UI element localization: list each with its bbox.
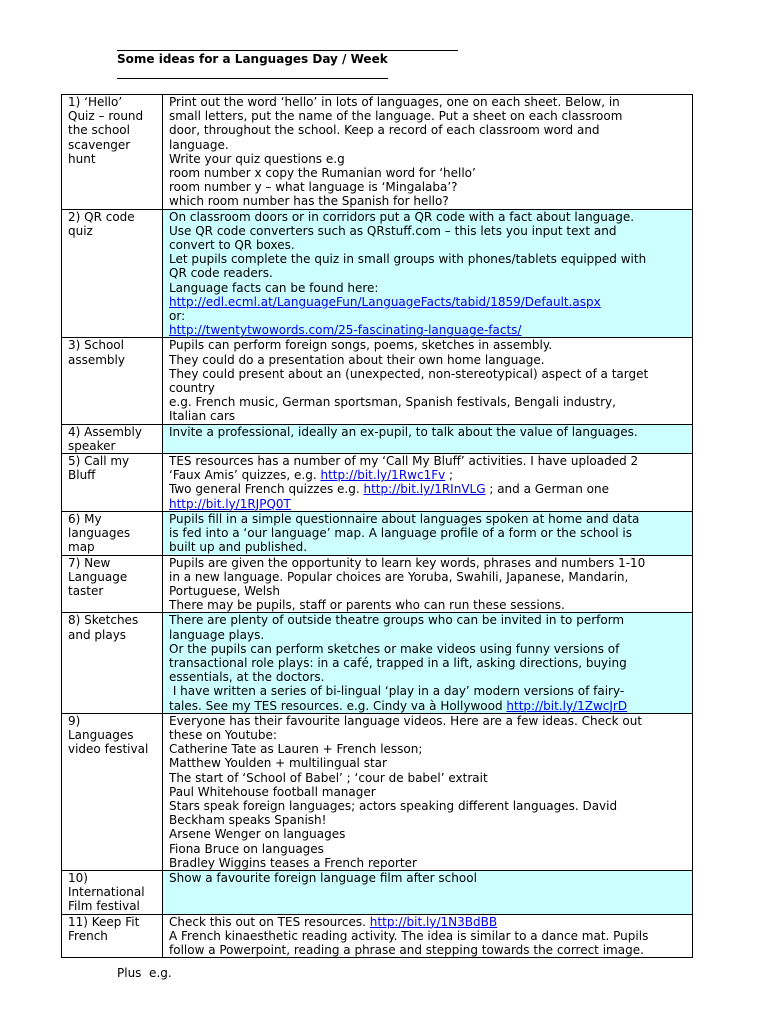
row-description: Show a favourite foreign language film after school [163, 870, 693, 914]
french-quiz-link[interactable]: http://bit.ly/1RInVLG [363, 482, 486, 497]
ideas-table [61, 94, 693, 958]
table-row [62, 713, 693, 870]
row-description: Check this out on TES resources. http://bit.ly/1N3BdBB A French kinaesthetic reading activity. The idea is similar to a dance mat. Pupils follow a Powerpoint, reading a phrase and stepping towards the correct image. [163, 914, 693, 958]
row-label: 2) QR code quiz [62, 209, 163, 338]
table-row [62, 555, 693, 613]
table-row [62, 95, 693, 210]
row-description: Pupils can perform foreign songs, poems, sketches in assembly. They could do a presentation about their own home language. They could present about an (unexpected, non-stereotypical) aspect of a target country e.g. French music, German sportsman, Spanish festivals, Bengali industry, Italian cars [163, 338, 693, 424]
row-label: 10) International Film festival [62, 870, 163, 914]
row-label: 5) Call my Bluff [62, 454, 163, 512]
table-row [62, 338, 693, 424]
row-label: 8) Sketches and plays [62, 613, 163, 713]
table-row [62, 454, 693, 512]
row-description: Print out the word ‘hello’ in lots of languages, one on each sheet. Below, in small letters, put the name of the language. Put a sheet on each classroom door, throughout the school. Keep a record of each classroom word and language. Write your quiz questions e.g room number x copy the Rumanian word for ‘hello’ room number y – what language is ‘Mingalaba’? which room number has the Spanish for hello? [163, 95, 693, 210]
table-row [62, 870, 693, 914]
row-description: Everyone has their favourite language videos. Here are a few ideas. Check out these on Youtube: Catherine Tate as Lauren + French lesson; Matthew Youlden + multilingual star The start of ‘School of Babel’ ; ‘cour de babel’ extrait Paul Whitehouse football manager Stars speak foreign languages; actors speaking different languages. David Beckham speaks Spanish! Arsene Wenger on languages Fiona Bruce on languages Bradley Wiggins teases a French reporter [163, 713, 693, 870]
german-quiz-link[interactable]: http://bit.ly/1RJPQ0T [169, 496, 291, 511]
table-row [62, 914, 693, 958]
row-label: 7) New Language taster [62, 555, 163, 613]
row-description: Pupils are given the opportunity to learn key words, phrases and numbers 1-10 in a new language. Popular choices are Yoruba, Swahili, Japanese, Mandarin, Portuguese, Welsh There may be pupils, staff or parents who can run these sessions. [163, 555, 693, 613]
table-row [62, 424, 693, 453]
row-label: 1) ‘Hello’ Quiz – round the school scavenger hunt [62, 95, 163, 210]
table-row [62, 613, 693, 713]
faux-amis-link[interactable]: http://bit.ly/1Rwc1Fv [320, 468, 446, 483]
row-description: TES resources has a number of my ‘Call My Bluff’ activities. I have uploaded 2 ‘Faux Amis’ quizzes, e.g. http://bit.ly/1Rwc1Fv ; Two general French quizzes e.g. http://bit.ly/1RInVLG ; and a German one http://bit.ly/1RJPQ0T [163, 454, 693, 512]
row-label: 9) Languages video festival [62, 713, 163, 870]
cindy-hollywood-link[interactable]: http://bit.ly/1ZwcJrD [506, 698, 628, 713]
plus-note: Plus e.g. [117, 966, 172, 980]
row-label: 6) My languages map [62, 511, 163, 555]
language-facts-link[interactable]: http://edl.ecml.at/LanguageFun/LanguageFacts/tabid/1859/Default.aspx [169, 294, 601, 309]
row-description: Invite a professional, ideally an ex-pupil, to talk about the value of languages. [163, 424, 693, 453]
row-description: Pupils fill in a simple questionnaire about languages spoken at home and data is fed into a ‘our language’ map. A language profile of a form or the school is built up and published. [163, 511, 693, 555]
page-title: Some ideas for a Languages Day / Week [117, 52, 388, 66]
table-row [62, 511, 693, 555]
row-label: 4) Assembly speaker [62, 424, 163, 453]
row-description: There are plenty of outside theatre groups who can be invited in to perform language plays. Or the pupils can perform sketches or make videos using funny versions of transactional role plays: in a café, trapped in a lift, asking directions, buying essentials, at the doctors. I have written a series of bi-lingual ‘play in a day’ modern versions of fairy- tales. See my TES resources. e.g. Cindy va à Hollywood http://bit.ly/1ZwcJrD [163, 613, 693, 713]
row-description: On classroom doors or in corridors put a QR code with a fact about language. Use QR code converters such as QRstuff.com – this lets you input text and convert to QR boxes. Let pupils complete the quiz in small groups with phones/tablets equipped with QR code readers. Language facts can be found here: http://edl.ecml.at/LanguageFun/LanguageFacts/tabid/1859/Default.aspx or: http://twentytwowords.com/25-fascinating-language-facts/ [163, 209, 693, 338]
table-row [62, 209, 693, 338]
twentytwowords-link[interactable]: http://twentytwowords.com/25-fascinating-language-facts/ [169, 323, 522, 338]
row-label: 3) School assembly [62, 338, 163, 424]
title-rule-bottom [117, 78, 388, 79]
keep-fit-french-link[interactable]: http://bit.ly/1N3BdBB [369, 914, 498, 929]
title-rule-top [117, 50, 458, 51]
row-label: 11) Keep Fit French [62, 914, 163, 958]
